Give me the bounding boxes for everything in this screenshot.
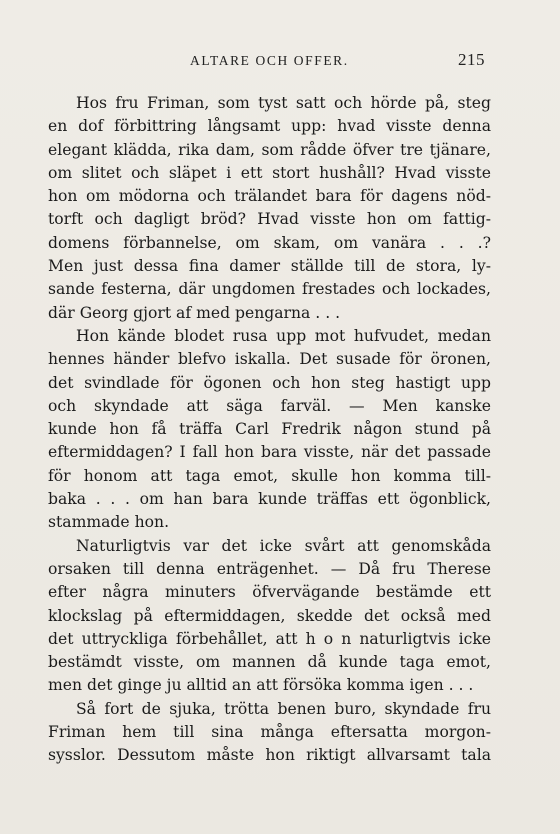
text-line: och skyndade att säga farväl. — Men kanske [48,396,491,415]
text-line: en dof förbittring långsamt upp: hvad visste denna [48,117,491,136]
running-title: ALTARE OCH OFFER. [190,53,349,68]
text-line: Hon kände blodet rusa upp mot hufvudet, medan [76,326,491,345]
text-line: klockslag på eftermiddagen, skedde det också med [48,606,491,625]
text-line: bestämdt visste, om mannen då kunde taga emot, [48,653,491,672]
text-line: Hos fru Friman, som tyst satt och hörde på, steg [76,94,491,112]
text-line: kunde hon få träffa Carl Fredrik någon stund på [48,420,491,439]
body-text [48,92,491,768]
text-line: orsaken till denna enträgenhet. — Då fru Therese [48,559,491,578]
text-line: det uttryckliga förbehållet, att h o n naturligtvis icke [48,629,491,648]
text-line: för honom att taga emot, skulle hon komma till- [48,466,491,485]
page-number: 215 [458,50,485,69]
text-line: elegant klädda, rika dam, som rådde öfver tre tjänare, [48,140,491,159]
text-line: baka . . . om han bara kunde träffas ett ögonblick, [48,490,491,509]
text-line: sande festerna, där ungdomen frestades och lockades, [48,280,491,299]
text-line: torft och dagligt bröd? Hvad visste hon om fattig- [48,210,491,229]
text-line: efter några minuters öfvervägande bestämde ett [48,583,491,602]
running-head [0,50,560,74]
text-line: hennes händer blefvo iskalla. Det susade för öronen, [48,350,491,369]
text-line: eftermiddagen? I fall hon bara visste, när det passade [48,443,491,462]
text-line: det svindlade för ögonen och hon steg hastigt upp [48,373,491,392]
text-line: Friman hem till sina många eftersatta morgon- [48,723,491,742]
text-line: hon om mödorna och trälandet bara för dagens nöd- [48,187,491,206]
text-line: Naturligtvis var det icke svårt att genomskåda [76,536,491,555]
text-line: sysslor. Dessutom måste hon riktigt allvarsamt tala [48,746,491,765]
text-line: stammade hon. [48,513,170,532]
text-line: Men just dessa fina damer ställde till de stora, ly- [48,257,491,276]
text-line: domens förbannelse, om skam, om vanära . . .? [48,233,491,252]
text-line: om slitet och släpet i ett stort hushåll? Hvad visste [48,163,491,182]
text-line: Så fort de sjuka, trötta benen buro, skyndade fru [76,699,491,718]
text-line: där Georg gjort af med pengarna . . . [48,303,341,322]
text-line: men det ginge ju alltid an att försöka komma igen . . . [48,676,474,695]
